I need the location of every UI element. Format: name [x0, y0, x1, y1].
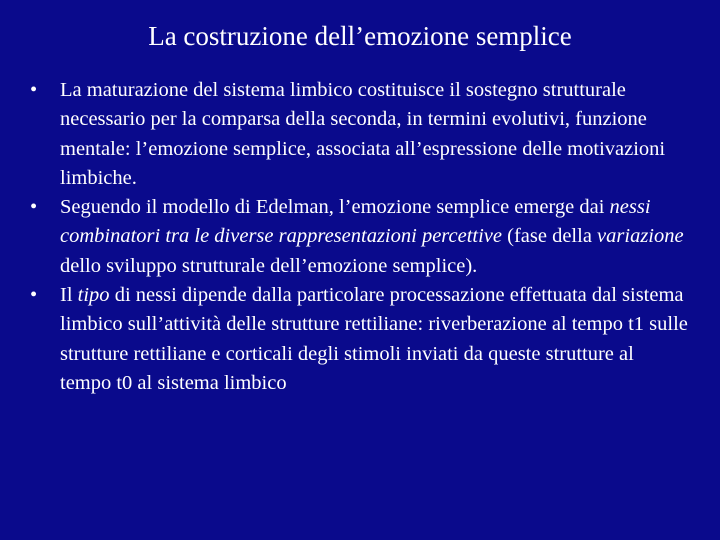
bullet-item — [30, 193, 690, 281]
text-segment: Il — [60, 284, 78, 307]
bullet-text — [60, 284, 688, 394]
bullet-icon: • — [30, 79, 38, 101]
text-segment: Seguendo il modello di Edelman, l’emozione semplice emerge dai — [60, 196, 610, 219]
italic-segment: variazione — [597, 225, 684, 248]
text-segment: dello sviluppo strutturale dell’emozione semplice). — [60, 254, 478, 277]
text-segment: (fase della — [502, 225, 598, 248]
bullet-item — [30, 76, 690, 193]
italic-segment: nessi combinatori tra le diverse rappresentazioni percettive — [60, 196, 651, 248]
bullet-text — [60, 196, 684, 277]
bullet-text — [60, 79, 665, 189]
slide-title: La costruzione dell’emozione semplice — [148, 21, 572, 51]
text-segment: di nessi dipende dalla particolare processazione effettuata dal sistema limbico sull’attività delle strutture rettiliane: riverberazione al tempo t1 sulle strutture rettiliane e corticali degli stimoli inviati da queste strutture al tempo t0 al sistema limbico — [60, 284, 688, 394]
bullet-icon: • — [30, 284, 38, 307]
bullet-item — [30, 281, 690, 398]
text-segment: La maturazione del sistema limbico costituisce il sostegno strutturale necessario per la comparsa della seconda, in termini evolutivi, funzione mentale: l’emozione semplice, associata all’espressione delle motivazioni limbiche. — [60, 79, 666, 189]
italic-segment: tipo — [77, 284, 110, 307]
bullet-list — [30, 76, 690, 398]
bullet-icon: • — [30, 196, 38, 219]
